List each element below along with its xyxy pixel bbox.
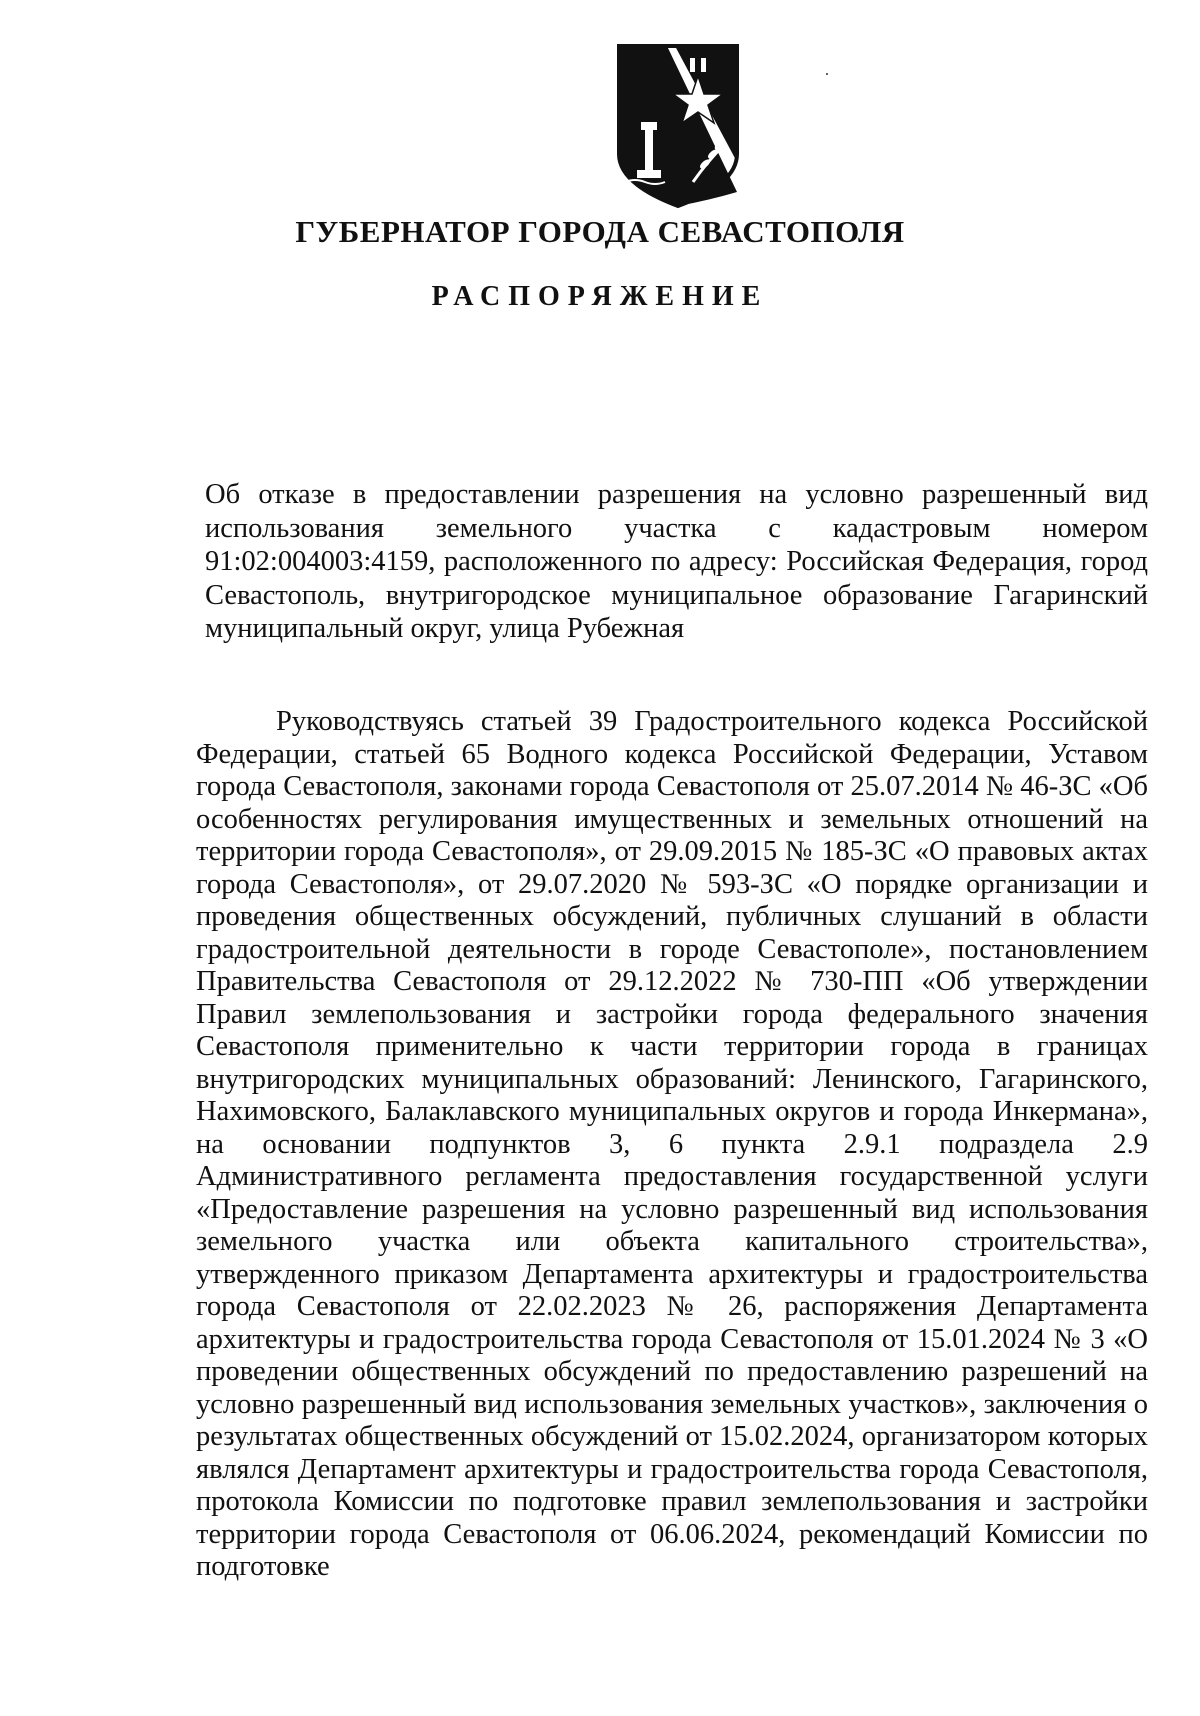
coat-of-arms-icon <box>615 42 741 210</box>
issuing-authority-title: ГУБЕРНАТОР ГОРОДА СЕВАСТОПОЛЯ <box>295 214 905 249</box>
scan-speck <box>826 73 828 75</box>
body-paragraph: Руководствуясь статьей 39 Градостроительного кодекса Российской Федерации, статьей 65 Водного кодекса Российской Федерации, Уставом города Севастополя, законами города Севастополя от 25.07.2014 № 46-ЗС «Об особенностях регулирования имущественных и земельных отношений на территории города Севастополя», от 29.09.2015 № 185-ЗС «О правовых актах города Севастополя», от 29.07.2020 № 593-ЗС «О порядке организации и проведения общественных обсуждений, публичных слушаний в области градостроительной деятельности в городе Севастополе», постановлением Правительства Севастополя от 29.12.2022 № 730-ПП «Об утверждении Правил землепользования и застройки города федерального значения Севастополя применительно к части территории города в границах внутригородских муниципальных образований: Ленинского, Гагаринского, Нахимовского, Балаклавского муниципальных округов и города Инкермана», на основании подпунктов 3, 6 пункта 2.9.1 подраздела 2.9 Административного регламента предоставления государственной услуги «Предоставление разрешения на условно разрешенный вид использования земельного участка или объекта капитального строительства», утвержденного приказом Департамента архитектуры и градостроительства города Севастополя от 22.02.2023 № 26, распоряжения Департамента архитектуры и градостроительства города Севастополя от 15.01.2024 № 3 «О проведении общественных обсуждений по предоставлению разрешений на условно разрешенный вид использования земельных участков», заключения о результатах общественных обсуждений от 15.02.2024, организатором которых являлся Департамент архитектуры и градостроительства города Севастополя, протокола Комиссии по подготовке правил землепользования и застройки территории города Севастополя от 06.06.2024, рекомендаций Комиссии по подготовке <box>196 706 1148 1582</box>
document-subject: Об отказе в предоставлении разрешения на условно разрешенный вид использования земельного участка с кадастровым номером 91:02:004003:4159, расположенного по адресу: Российская Федерация, город Севастополь, внутригородское муниципальное образование Гагаринский муниципальный округ, улица Рубежная <box>205 479 1148 644</box>
document-type-title: РАСПОРЯЖЕНИЕ <box>431 281 769 312</box>
